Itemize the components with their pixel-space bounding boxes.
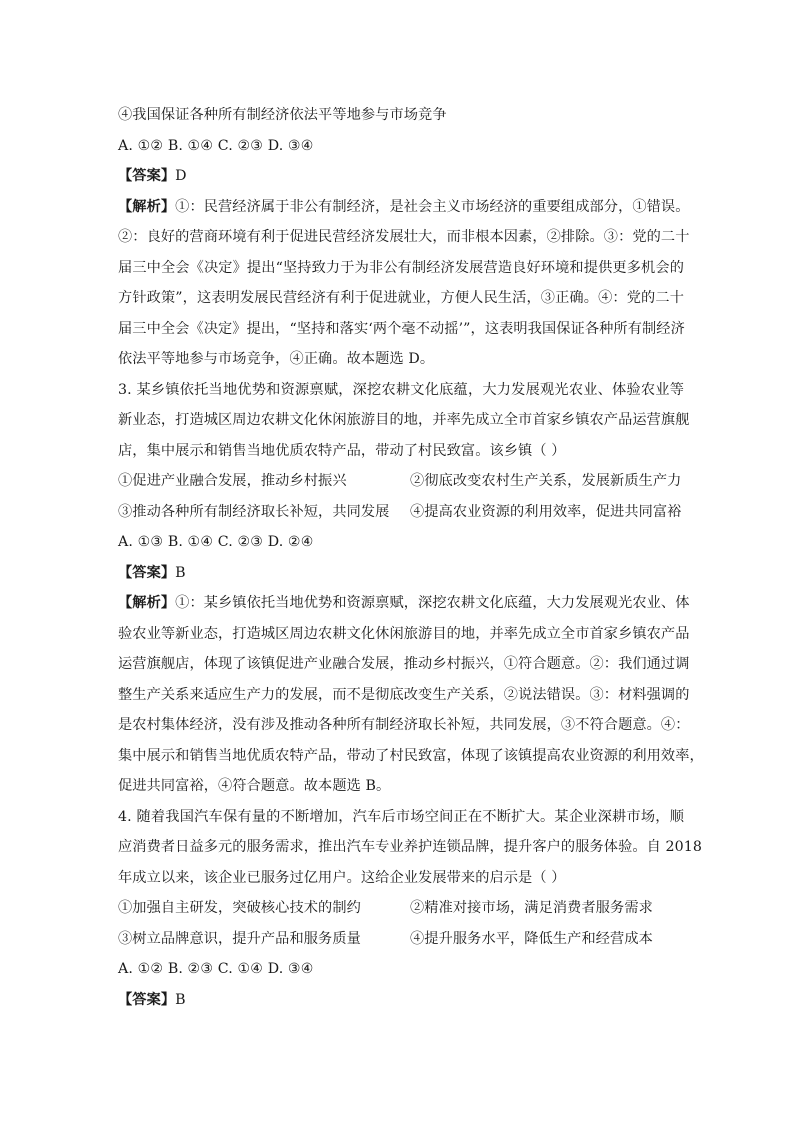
q4-stem-line: 4. 随着我国汽车保有量的不断增加，汽车后市场空间正在不断扩大。某企业深耕市场，顺 bbox=[118, 808, 684, 825]
q4-stem bbox=[118, 802, 703, 894]
q4-answer bbox=[118, 985, 684, 1016]
q3-analysis-line: 运营旗舰店，体现了该镇促进产业融合发展，推动乡村振兴，①符合题意。②：我们通过调 bbox=[118, 656, 690, 672]
q3-option-1: ①促进产业融合发展，推动乡村振兴 bbox=[118, 473, 347, 489]
q2-answer-tag: 【答案】 bbox=[118, 168, 176, 184]
q2-analysis-line: 依法平等地参与市场竞争，④正确。故本题选 D。 bbox=[118, 351, 435, 367]
q3-answer bbox=[118, 558, 684, 589]
q2-analysis-line: ②：良好的营商环境有利于促进民营经济发展壮大，而非根本因素，②排除。③：党的二十 bbox=[118, 229, 690, 245]
q3-analysis-line: 整生产关系来适应生产力的发展，而不是彻底改变生产关系，②说法错误。③：材料强调的 bbox=[118, 686, 690, 703]
q3-analysis-tag: 【解析】 bbox=[118, 595, 176, 611]
q2-answer-value: D bbox=[175, 168, 187, 184]
q3-stem-line: 新业态，打造城区周边农耕文化休闲旅游目的地，并率先成立全市首家乡镇农产品运营旗舰 bbox=[118, 412, 690, 428]
q3-analysis-line: 集中展示和销售当地优质农特产品，带动了村民致富，体现了该镇提高农业资源的利用效率， bbox=[118, 747, 704, 764]
q4-stem-line: 年成立以来，该企业已服务过亿用户。这给企业发展带来的启示是（ ） bbox=[118, 869, 566, 886]
q3-stem bbox=[118, 375, 690, 467]
q2-analysis-line: 方针政策”，这表明发展民营经济有利于促进就业，方便人民生活，③正确。④：党的二十 bbox=[118, 290, 684, 306]
q3-option-3: ③推动各种所有制经济取长补短，共同发展 bbox=[118, 503, 390, 520]
q3-stem-line: 店，集中展示和销售当地优质农特产品，带动了村民致富。该乡镇（ ） bbox=[118, 442, 566, 459]
q2-analysis-tag: 【解析】 bbox=[118, 198, 176, 215]
q4-option-3: ③树立品牌意识，提升产品和服务质量 bbox=[118, 930, 361, 947]
q2-choices: A. ①② B. ①④ C. ②③ D. ③④ bbox=[118, 137, 314, 154]
q2-analysis-line: 【解析】①：民营经济属于非公有制经济，是社会主义市场经济的重要组成部分，①错误。 bbox=[118, 198, 690, 215]
q3-option-2: ②彻底改变农村生产关系，发展新质生产力 bbox=[410, 473, 682, 489]
q2-analysis-line: 届三中全会《决定》提出“坚持致力于为非公有制经济发展营造良好环境和提供更多机会的 bbox=[118, 259, 684, 276]
q2-answer bbox=[118, 161, 684, 192]
q4-option-2: ②精准对接市场，满足消费者服务需求 bbox=[410, 900, 653, 916]
q4-answer-value: B bbox=[175, 991, 186, 1008]
q3-options-row-2 bbox=[118, 497, 684, 528]
q3-analysis-line: 促进共同富裕，④符合题意。故本题选 B。 bbox=[118, 778, 391, 794]
q3-analysis bbox=[118, 588, 704, 802]
q3-options-row-1 bbox=[118, 466, 684, 497]
q4-stem-line: 应消费者日益多元的服务需求，推出汽车专业养护连锁品牌，提升客户的服务体验。自 2018 bbox=[118, 839, 703, 855]
q3-answer-tag: 【答案】 bbox=[118, 564, 176, 581]
q3-answer-value: B bbox=[175, 564, 186, 581]
q2-analysis-line: 届三中全会《决定》提出，“坚持和落实‘两个毫不动摇’”，这表明我国保证各种所有制经济 bbox=[118, 320, 685, 337]
q3-analysis-line: 是农村集体经济，没有涉及推动各种所有制经济取长补短，共同发展，③不符合题意。④： bbox=[118, 717, 690, 733]
q2-option-4: ④我国保证各种所有制经济依法平等地参与市场竞争 bbox=[118, 107, 447, 123]
q4-options-row-2 bbox=[118, 924, 684, 955]
q4-choices: A. ①② B. ②③ C. ①④ D. ③④ bbox=[118, 961, 314, 977]
q4-options-row-1 bbox=[118, 893, 684, 924]
q2-analysis bbox=[118, 192, 690, 375]
q3-choices: A. ①③ B. ①④ C. ②③ D. ②④ bbox=[118, 534, 314, 550]
document-page bbox=[118, 100, 704, 1015]
q3-stem-line: 3. 某乡镇依托当地优势和资源禀赋，深挖农耕文化底蕴，大力发展观光农业、体验农业等 bbox=[118, 381, 684, 398]
q3-option-4: ④提高农业资源的利用效率，促进共同富裕 bbox=[410, 503, 682, 520]
q4-option-1: ①加强自主研发，突破核心技术的制约 bbox=[118, 900, 361, 916]
q3-analysis-line: 【解析】①：某乡镇依托当地优势和资源禀赋，深挖农耕文化底蕴，大力发展观光农业、体 bbox=[118, 595, 690, 611]
q3-analysis-line: 验农业等新业态，打造城区周边农耕文化休闲旅游目的地，并率先成立全市首家乡镇农产品 bbox=[118, 625, 690, 642]
q4-option-4: ④提升服务水平，降低生产和经营成本 bbox=[410, 930, 653, 947]
q4-answer-tag: 【答案】 bbox=[118, 991, 176, 1008]
